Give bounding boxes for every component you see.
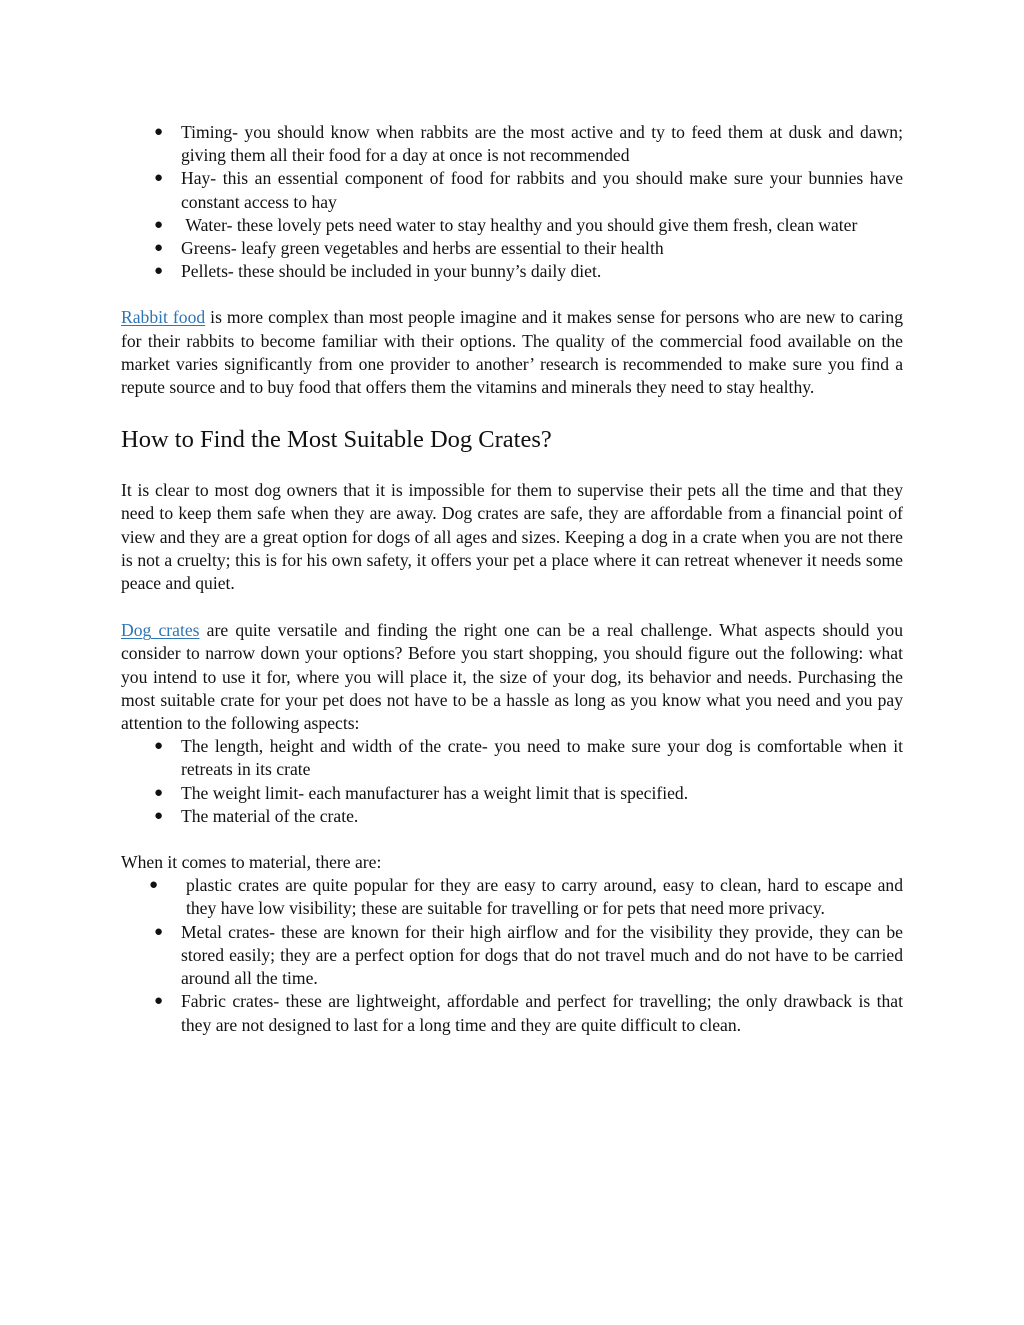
bullet-icon: ● xyxy=(154,240,164,257)
list-item: ● The length, height and width of the crate- you need to make sure your dog is comfortable when it retreats in its crate xyxy=(154,736,903,780)
bullet-icon: ● xyxy=(154,738,164,755)
list-item: ● Hay- this an essential component of food for rabbits and you should make sure your bunnies have constant access to hay xyxy=(154,168,903,212)
dog-crates-intro-paragraph: It is clear to most dog owners that it is impossible for them to supervise their pets all the time and that they need to keep them safe when they are away. Dog crates are safe, they are affordable from a financial point of view and they are a great option for dogs of all ages and sizes. Keeping a dog in a crate when you are not there is not a cruelty; this is for his own safety, it offers your pet a place where it can retreat whenever it needs some peace and quiet. xyxy=(121,480,903,594)
bullet-icon: ● xyxy=(154,993,164,1010)
bullet-icon: ● xyxy=(154,807,164,824)
dog-crates-link[interactable]: Dog crates xyxy=(121,620,200,641)
bullet-icon: ● xyxy=(154,923,164,940)
list-item: ● Fabric crates- these are lightweight, affordable and perfect for travelling; the only drawback is that they are not designed to last for a long time and they are quite difficult to clean. xyxy=(154,991,903,1035)
dog-crates-paragraph: Dog crates are quite versatile and finding the right one can be a real challenge. What aspects should you consider to narrow down your options? Before you start shopping, you should figure out the following: what you intend to use it for, where you will place it, the size of your dog, its behavior and needs. Purchasing the most suitable crate for your pet does not have to be a hassle as long as you know what you need and you pay attention to the following aspects: xyxy=(121,620,903,734)
list-item: ● Pellets- these should be included in your bunny’s daily diet. xyxy=(181,260,903,283)
list-item: ● Metal crates- these are known for their high airflow and for the visibility they provide, they can be stored easily; they are a perfect option for dogs that do not travel much and do not have to be carried around all the time. xyxy=(154,921,903,989)
bullet-icon: ● xyxy=(154,124,164,140)
crate-materials-list xyxy=(121,874,903,1036)
bullet-icon: ● xyxy=(154,216,164,233)
rabbit-food-paragraph: Rabbit food is more complex than most people imagine and it makes sense for persons who are new to caring for their rabbits to become familiar with their options. The quality of the commercial food available on the market varies significantly from one provider to another’ research is recommended to make sure you find a repute source and to buy food that offers them the vitamins and minerals they need to stay healthy. xyxy=(121,307,903,398)
section-heading: How to Find the Most Suitable Dog Crates? xyxy=(121,426,552,454)
rabbit-feeding-list xyxy=(121,121,903,283)
list-item: ● The weight limit- each manufacturer has a weight limit that is specified. xyxy=(181,782,903,805)
list-item: ● Water- these lovely pets need water to stay healthy and you should give them fresh, clean water xyxy=(181,214,903,237)
bullet-icon: ● xyxy=(154,170,164,187)
material-intro-paragraph: When it comes to material, there are: xyxy=(121,852,382,873)
list-item: ● Greens- leafy green vegetables and herbs are essential to their health xyxy=(181,237,903,260)
bullet-icon: ● xyxy=(149,877,159,894)
document-body xyxy=(121,121,903,1037)
bullet-icon: ● xyxy=(154,784,164,801)
list-item: ● Timing- you should know when rabbits are the most active and ty to feed them at dusk and dawn; giving them all their food for a day at once is not recommended xyxy=(154,122,903,166)
list-item: ● The material of the crate. xyxy=(181,805,903,828)
bullet-icon: ● xyxy=(154,263,164,280)
rabbit-food-link[interactable]: Rabbit food xyxy=(121,307,206,328)
list-item: ● plastic crates are quite popular for they are easy to carry around, easy to clean, hard to escape and they have low visibility; these are suitable for travelling or for pets that need more privacy. xyxy=(149,875,903,919)
crate-aspects-list xyxy=(121,735,903,828)
